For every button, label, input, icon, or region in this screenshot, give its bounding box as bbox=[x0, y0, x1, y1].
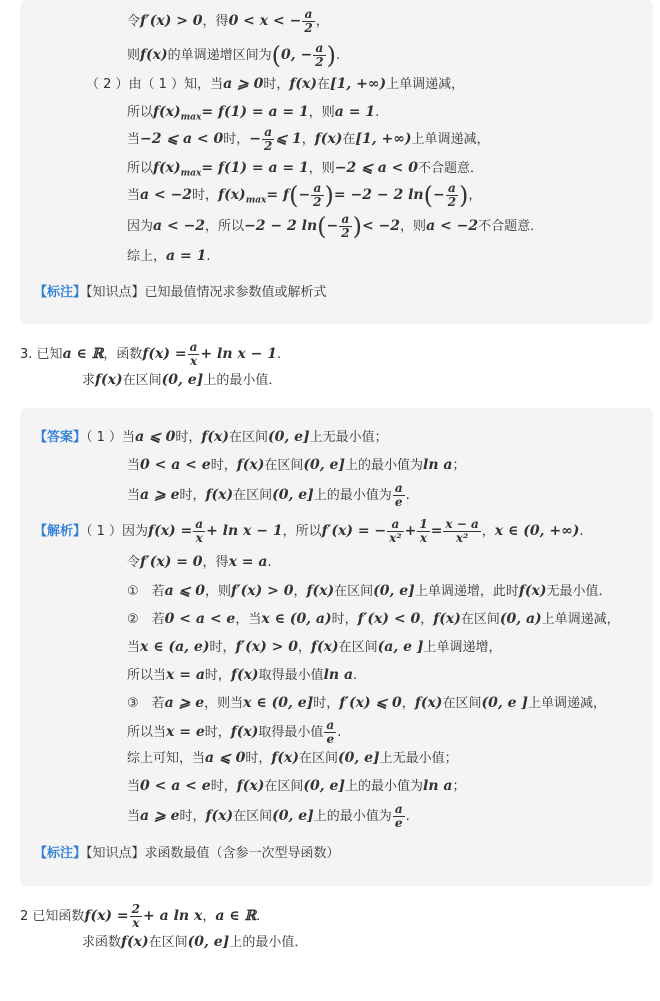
analysis-line: ① 若a ⩽ 0，则f′(x) > 0，f(x)在区间(0, e]上单调递增，此时f(x)无最小值． bbox=[127, 583, 612, 599]
fraction: $\frac{2}{x}$ bbox=[131, 902, 141, 930]
question-4: 2 已知函数f(x) = $\frac{2}{x}$ + a ln x，a ∈ ℝ. bbox=[20, 902, 261, 930]
question-3: 3. 已知a ∈ ℝ，函数f(x) = $\frac{a}{x}$ + ln x − 1. bbox=[20, 340, 282, 368]
question-number: 2 bbox=[20, 909, 29, 924]
fraction: $\frac{a}{2}$ bbox=[264, 125, 273, 153]
answer-line: 当a ⩾ e时，f(x)在区间(0, e]上的最小值为 $\frac{a}{e}$ . bbox=[127, 481, 410, 509]
fraction: $\frac{a}{2}$ bbox=[313, 181, 322, 209]
analysis-line: 【解析】（ 1 ）因为f(x) = $\frac{a}{x}$ + ln x − 1，所以f′(x) = − $\frac{a}{\text{x²}}$ + $\frac{1}{x}$ = $\frac{x - a}{\text{x²}}$ ，x ∈ (0, +∞). bbox=[34, 517, 584, 545]
solution-line: 因为a < −2，所以−2 − 2 ln(− $\frac{a}{2}$ )< −2，则a < −2不合题意． bbox=[127, 212, 544, 241]
solution-line: （ 2 ）由（ 1 ）知，当a ⩾ 0时，f(x)在[1, +∞)上单调递减， bbox=[86, 76, 465, 92]
fraction: $\frac{a}{x}$ bbox=[195, 517, 204, 545]
analysis-line: 所以当x = e时，f(x)取得最小值 $\frac{a}{e}$ . bbox=[127, 718, 342, 746]
tag-label: 【标注】 bbox=[34, 285, 87, 300]
solution-line: 所以$f(x)_{max}= f(1) = a = 1$，则a = 1. bbox=[127, 104, 380, 123]
knowledge-tag bbox=[34, 283, 327, 303]
solution-line: 当a < −2时，$f(x)_{max}= f(-$ $\frac{a}{2}$ )= −2 − 2 ln(− $\frac{a}{2}$ )， bbox=[127, 181, 482, 210]
question-number: 3. bbox=[20, 347, 33, 362]
analysis-line: 当0 < a < e时，f(x)在区间(0, e]上的最小值为ln a； bbox=[127, 778, 466, 794]
knowledge-tag bbox=[34, 844, 340, 864]
answer-label: 【答案】 bbox=[34, 430, 87, 445]
fraction: $\frac{1}{x}$ bbox=[419, 517, 428, 545]
fraction: $\frac{a}{e}$ bbox=[326, 718, 335, 746]
fraction: $\frac{a}{e}$ bbox=[394, 802, 403, 830]
analysis-line: 令f′(x) = 0，得x = a. bbox=[127, 554, 272, 570]
analysis-line: 当x ∈ (a, e)时，f′(x) > 0，f(x)在区间(a, e ]上单调递增， bbox=[127, 639, 502, 655]
tag-text: 【知识点】已知最值情况求参数值或解析式 bbox=[86, 285, 327, 300]
fraction: $\frac{a}{e}$ bbox=[394, 481, 403, 509]
answer-line: 当0 < a < e时，f(x)在区间(0, e]上的最小值为ln a； bbox=[127, 457, 466, 473]
solution-line: 令f′(x) > 0，得0 < x < − $\frac{a}{2}$ ， bbox=[127, 7, 329, 35]
fraction: $\frac{a}{2}$ bbox=[304, 7, 313, 35]
analysis-line: ② 若0 < a < e，当x ∈ (0, a)时，f′(x) < 0，f(x)在区间(0, a)上单调递减， bbox=[127, 611, 620, 627]
fraction: $\frac{a}{2}$ bbox=[447, 181, 457, 209]
solution-card-q3 bbox=[20, 408, 653, 886]
solution-line: 综上，a = 1. bbox=[127, 248, 211, 264]
solution-line: 则f(x)的单调递增区间为(0, − $\frac{a}{2}$ ). bbox=[127, 41, 341, 70]
question-3-subtext: 求f(x)在区间(0, e]上的最小值． bbox=[82, 372, 282, 388]
tag-text: 【知识点】求函数最值（含参一次型导函数） bbox=[86, 846, 340, 861]
answer-line: 【答案】（ 1 ）当a ⩽ 0时，f(x)在区间(0, e]上无最小值； bbox=[34, 429, 388, 445]
fraction: $\frac{a}{2}$ bbox=[315, 41, 324, 69]
analysis-line: 所以当x = a时，f(x)取得最小值ln a. bbox=[127, 667, 358, 683]
solution-line: 所以$f(x)_{max}= f(1) = a = 1$，则−2 ⩽ a < 0不合题意． bbox=[127, 160, 484, 179]
solution-line: 当−2 ⩽ a < 0时，− $\frac{a}{2}$ ⩽ 1，f(x)在[1, +∞)上单调递减， bbox=[127, 125, 490, 153]
analysis-line: ③ 若a ⩾ e，则当x ∈ (0, e]时，f′(x) ⩽ 0，f(x)在区间(0, e ]上单调递减， bbox=[127, 695, 606, 711]
analysis-line: 综上可知，当a ⩽ 0时，f(x)在区间(0, e]上无最小值； bbox=[127, 750, 458, 766]
question-4-subtext: 求函数f(x)在区间(0, e]上的最小值． bbox=[82, 934, 308, 950]
fraction: $\frac{a}{x}$ bbox=[189, 340, 198, 368]
analysis-line: 当a ⩾ e时，f(x)在区间(0, e]上的最小值为 $\frac{a}{e}$ . bbox=[127, 802, 410, 830]
tag-label: 【标注】 bbox=[34, 846, 87, 861]
fraction: $\frac{a}{2}$ bbox=[341, 212, 350, 240]
solution-card-q2 bbox=[20, 0, 653, 324]
analysis-label: 【解析】 bbox=[34, 524, 87, 539]
fraction: $\frac{x - a}{\text{x²}}$ bbox=[445, 517, 479, 545]
fraction: $\frac{a}{\text{x²}}$ bbox=[389, 517, 402, 545]
